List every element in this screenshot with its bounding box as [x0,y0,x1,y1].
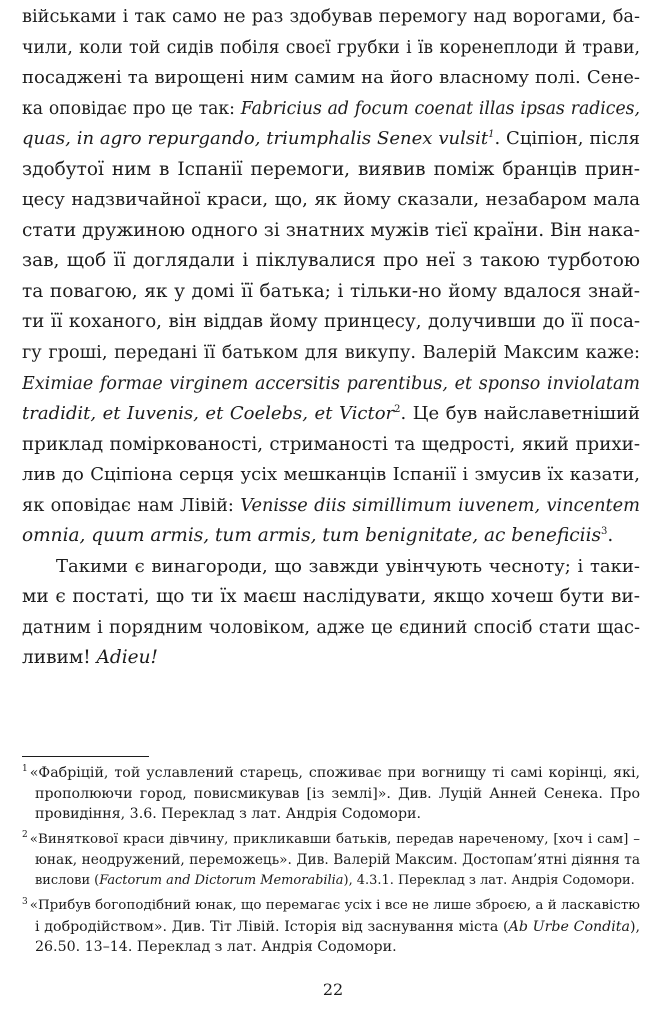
text-line [22,124,640,155]
footnote-ref[interactable]: 2 [394,404,401,416]
footnote-divider [22,756,149,757]
footnote-text: і добродійством». Див. Тіт Лівій. Історія від заснування міста ( [35,918,509,935]
footnote-text: ), 4.3.1. Переклад з лат. Андрія Содомори. [343,872,635,888]
text-span: Такими є винагороди, що завжди увінчують чесноту; і таки- [56,555,640,577]
text-span: чили, коли той сидів побіля своєї грубки і їв коренеплоди й трави, [22,37,640,58]
text-line [22,33,640,64]
text-span: ти її коханого, він віддав йому принцесу, долучивши до її поса- [22,311,640,333]
footnote-text: вислови ( [35,872,100,888]
footnote-line [22,784,640,805]
paragraph-2 [22,552,640,674]
footnote-line [22,763,640,784]
footnote-text: «Фабріцій, той уславлений старець, споживає при вогнищу ті самі корінці, які, [29,765,640,781]
page-number: 22 [322,980,344,999]
footnote-text: «Прибув богоподібний юнак, що перемагає усіх і все не лише зброєю, а й ласкавістю [29,898,640,913]
text-span: . Це був найславетніший [400,403,640,425]
text-span: лив до Сціпіона серця усіх мешканців Іспанії і змусив їх казати, [22,464,640,486]
latin-quote: quas, in agro repurgando, triumphalis Senex vulsit [22,128,489,150]
footnote-1 [22,763,640,825]
text-span: як оповідає нам Лівій: [22,495,241,516]
text-line [22,94,640,125]
footnote-ref[interactable]: 3 [600,526,608,538]
footnotes [22,763,640,963]
text-line [22,63,640,94]
footnote-3 [22,896,640,958]
footnote-2 [22,830,640,892]
footnote-title: Factorum and Dictorum Memorabilia [99,872,344,888]
text-span: та повагою, як у домі її батька; і тільки-но йому вдалося знай- [22,280,640,302]
text-span: зав, щоб її доглядали і піклувалися про неї з такою турботою [22,250,640,272]
footnote-line [22,896,640,917]
footnote-mark: 3 [22,896,28,907]
latin-quote: Fabricius ad focum coenat illas ipsas radices, [240,98,640,119]
main-text [22,2,640,674]
footnote-line [22,871,640,892]
text-span: . Сціпіон, після [494,128,640,150]
footnote-mark: 2 [22,830,28,841]
footnote-line [22,917,640,938]
text-span: . [607,525,614,547]
footnote-line [22,804,640,825]
text-span: військами і так само не раз здобував перемогу над ворогами, ба- [22,7,640,27]
text-span: ми є постаті, що ти їх маєш наслідувати, якщо хочеш бути ви- [22,586,640,608]
text-line [22,643,640,674]
text-line [22,460,640,491]
text-span: датним і порядним чоловіком, адже це єдиний спосіб стати щас- [22,617,640,638]
paragraph-1 [22,2,640,552]
footnote-text: прополюючи город, повисмикував [із землі]». Див. Луцій Анней Сенека. Про [35,785,640,802]
footnote-title: Ab Urbe Condita [508,918,630,935]
footnote-text: «Виняткової краси дівчину, прикликавши батьків, передав нареченому, [хоч і сам] – [29,831,640,847]
footnote-text: ), [629,918,640,935]
text-span: здобутої ним в Іспанії перемоги, виявив поміж бранців прин- [22,158,640,180]
text-line [22,430,640,461]
latin-quote: tradidit, et Iuvenis, et Coelebs, et Victor [22,403,395,425]
footnote-mark: 1 [22,764,28,775]
latin-quote: Venisse diis simillimum iuvenem, vincentem [240,495,640,516]
text-line [22,307,640,338]
text-span: ливим! [22,647,97,669]
footnote-line [22,850,640,871]
footnote-text: юнак, неодружений, переможець». Див. Валерій Максим. Достопам’ятні діяння та [35,852,640,868]
text-line [22,2,640,33]
closing-word: Adieu! [96,647,158,669]
text-line [22,277,640,308]
latin-quote: Eximiae formae virginem accersitis parentibus, et sponso inviolatam [22,373,640,394]
text-span: ка оповідає про це так: [22,98,241,119]
footnote-line [22,830,640,851]
text-line [22,613,640,644]
footnote-line [22,937,640,958]
text-span: цесу надзвичайної краси, що, як йому сказали, незабаром мала [22,189,640,211]
text-line [22,552,640,583]
footnote-ref[interactable]: 1 [488,129,495,141]
text-span: гу гроші, передані її батьком для викупу. Валерій Максим каже: [22,343,640,364]
text-span: посаджені та вирощені ним самим на його власному полі. Сене- [22,67,640,89]
text-line [22,521,640,552]
text-line [22,155,640,186]
text-line [22,216,640,247]
text-span: стати дружиною одного зі знатних мужів тієї країни. Він нака- [22,219,640,241]
text-line [22,185,640,216]
text-line [22,246,640,277]
text-line [22,582,640,613]
latin-quote: omnia, quum armis, tum armis, tum benignitate, ac beneficiis [22,525,601,547]
footnote-text: 26.50. 13–14. Переклад з лат. Андрія Содомори. [35,939,397,955]
text-span: приклад поміркованості, стриманості та щедрості, який прихи- [22,433,640,455]
text-line [22,369,640,400]
text-line [22,338,640,369]
footnote-text: провидіння, 3.6. Переклад з лат. Андрія Содомори. [35,806,421,822]
text-line [22,491,640,522]
text-line [22,399,640,430]
